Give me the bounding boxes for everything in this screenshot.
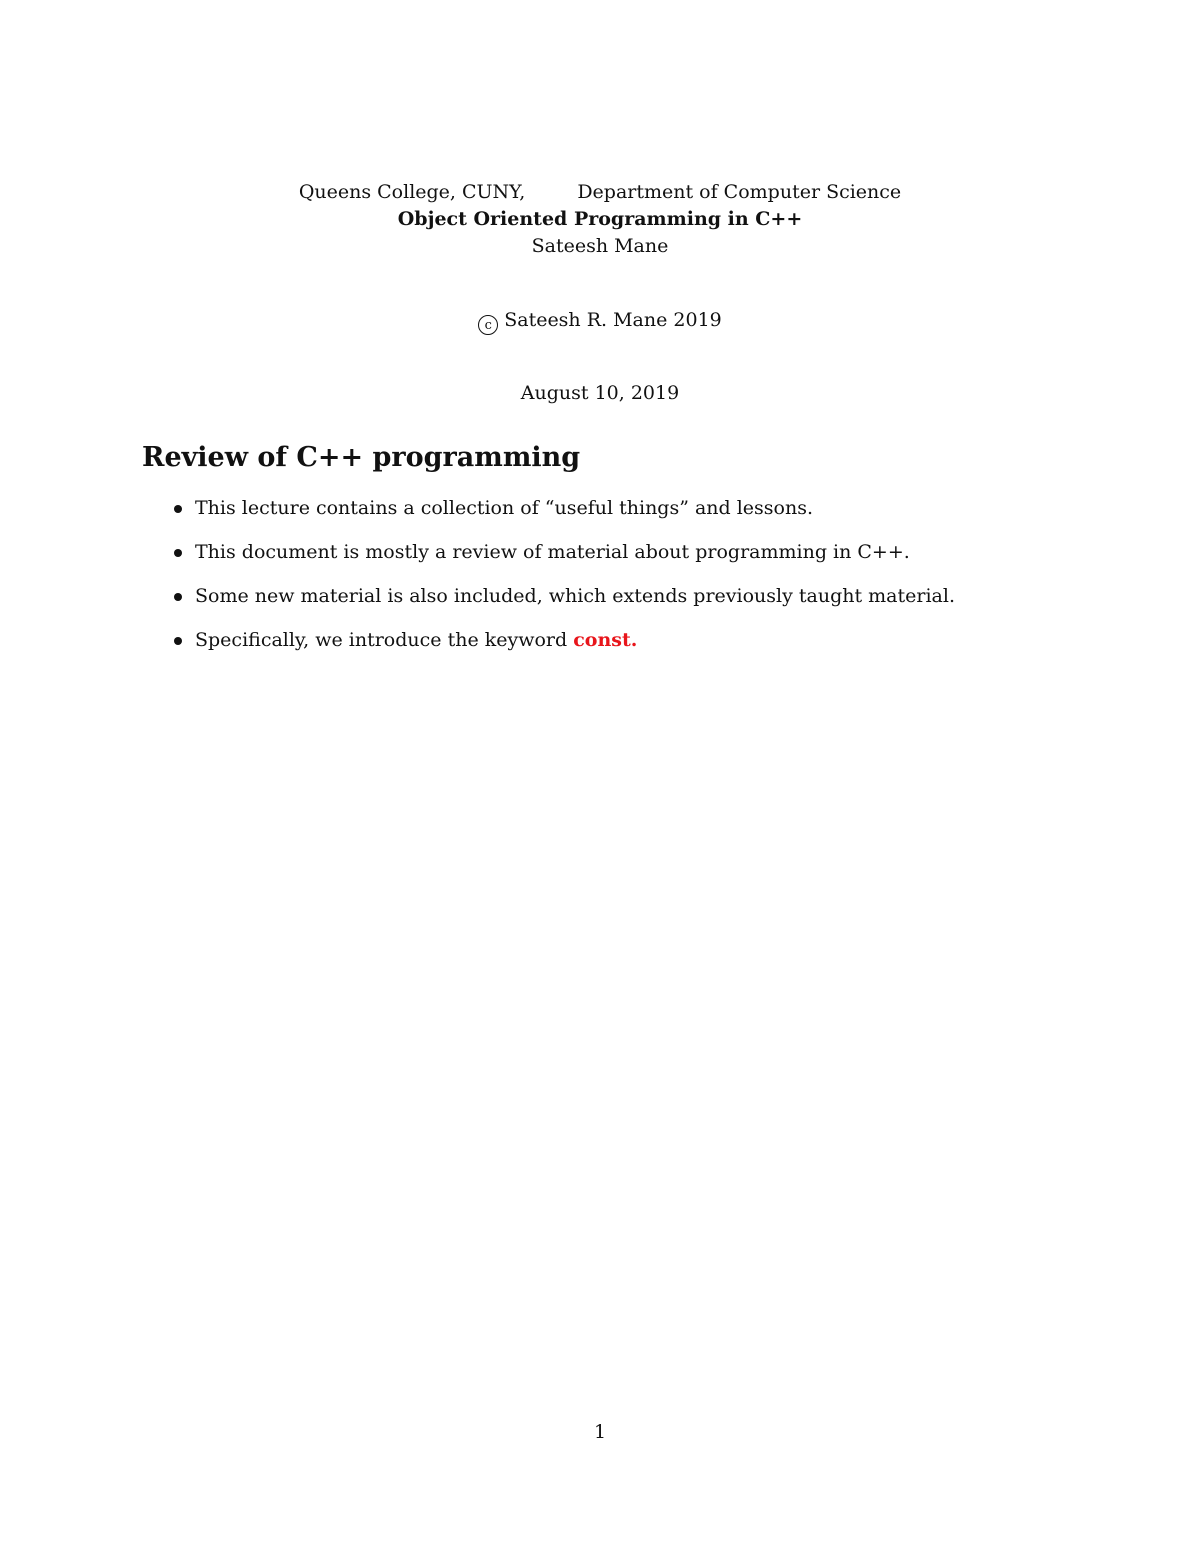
institution-line [0,180,1200,204]
list-item [173,496,955,520]
keyword-const: const. [573,629,638,651]
bullet-text: This document is mostly a review of material about programming in C++. [195,541,910,563]
course-title: Object Oriented Programming in C++ [397,208,803,230]
bullet-icon [174,549,182,557]
bullet-list [173,496,955,672]
copyright-line [0,308,1200,335]
bullet-text: Some new material is also included, which extends previously taught material. [195,585,955,607]
document-date: August 10, 2019 [520,382,680,404]
institution-name: Queens College, CUNY, [298,181,526,203]
section-heading: Review of C++ programming [142,442,581,473]
list-item [173,540,955,564]
list-item [173,584,955,608]
list-item [173,628,955,652]
bullet-icon [174,505,182,513]
bullet-icon [174,593,182,601]
author-name: Sateesh Mane [531,235,669,257]
department-name: Department of Computer Science [577,181,902,203]
bullet-text: Specifically, we introduce the keyword [195,629,574,651]
copyright-text: Sateesh R. Mane 2019 [504,309,722,331]
copyright-icon: c [478,315,498,335]
bullet-text: This lecture contains a collection of “useful things” and lessons. [195,497,814,519]
bullet-icon [174,637,182,645]
page-number: 1 [593,1421,607,1443]
